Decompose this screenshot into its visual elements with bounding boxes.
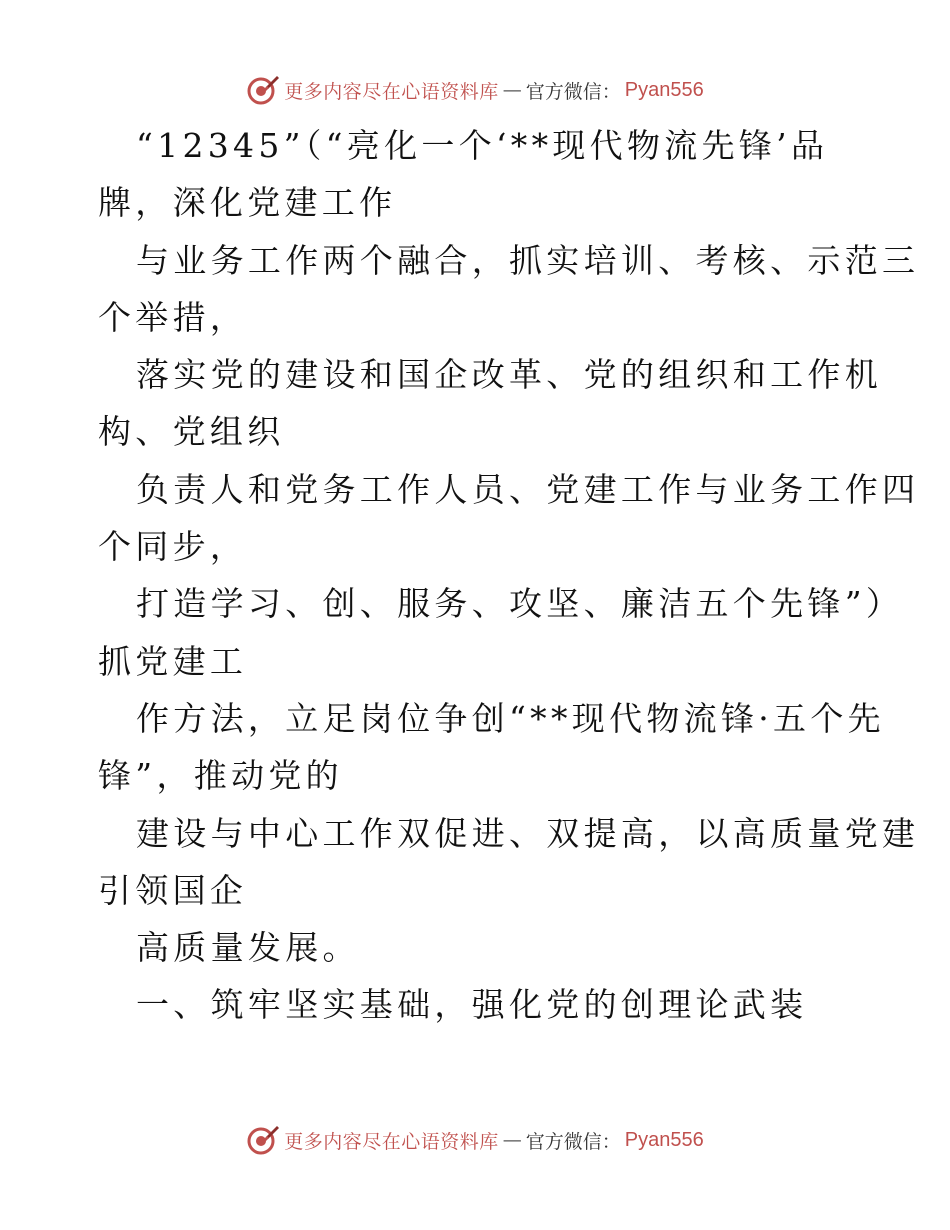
body-line: 构、党组织: [98, 412, 285, 452]
body-line: 牌，深化党建工作: [98, 183, 397, 223]
body-line: 打造学习、创、服务、攻坚、廉洁五个先锋”）: [136, 584, 904, 624]
watermark-site-text: 更多内容尽在心语资料库: [284, 80, 499, 103]
watermark-site-text: 更多内容尽在心语资料库: [284, 1130, 499, 1153]
body-line: 落实党的建设和国企改革、党的组织和工作机: [136, 355, 882, 395]
footer-watermark: [0, 1120, 950, 1160]
watermark-wechat-id: Pyan556: [624, 1128, 704, 1151]
body-line: 个同步，: [98, 527, 248, 567]
body-line: 抓党建工: [98, 641, 248, 681]
body-line: 作方法，立足岗位争创“**现代物流锋·五个先: [136, 698, 885, 738]
body-line: 建设与中心工作双促进、双提高，以高质量党建: [136, 813, 920, 853]
body-line: 与业务工作两个融合，抓实培训、考核、示范三: [136, 240, 920, 280]
section-heading: 一、筑牢坚实基础，强化党的创理论武装: [136, 985, 808, 1025]
body-line: 个举措，: [98, 297, 248, 337]
watermark-dash: —: [502, 79, 522, 101]
watermark-wechat-id: Pyan556: [624, 78, 704, 101]
body-line: 引领国企: [98, 870, 248, 910]
watermark-official-label: 官方微信：: [525, 1130, 621, 1153]
body-line: 锋”，推动党的: [98, 756, 343, 796]
header-watermark: [0, 70, 950, 110]
watermark-dash: —: [502, 1129, 522, 1151]
watermark-official-label: 官方微信：: [525, 80, 621, 103]
body-line: 高质量发展。: [136, 928, 360, 968]
document-body: [98, 117, 920, 1034]
body-line: “12345”（“亮化一个‘**现代物流先锋’品: [136, 126, 829, 165]
pen-logo-icon: [246, 73, 280, 107]
pen-logo-icon: [246, 1123, 280, 1157]
body-line: 负责人和党务工作人员、党建工作与业务工作四: [136, 469, 920, 509]
